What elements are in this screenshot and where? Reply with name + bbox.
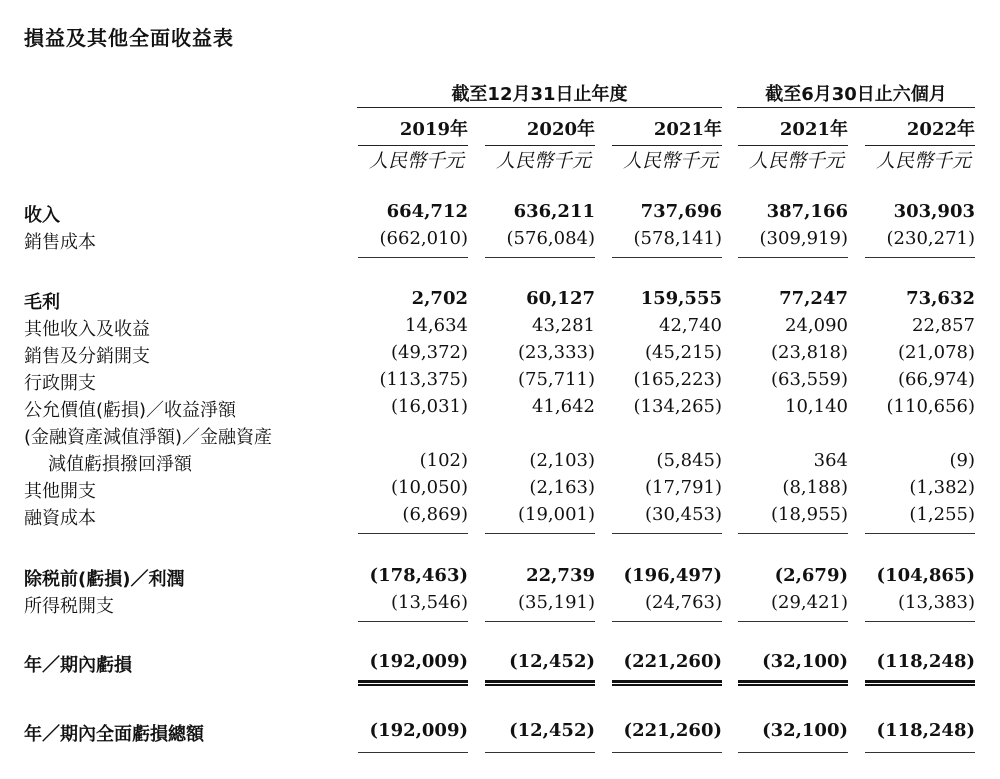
value-cell: 2,702	[411, 288, 468, 309]
value-cell: (196,497)	[623, 565, 722, 586]
value-cell: (12,452)	[509, 720, 595, 741]
row-label: 融資成本	[24, 508, 96, 529]
subtotal-rule	[358, 621, 468, 622]
row-label: 除税前(虧損)／利潤	[24, 569, 185, 590]
value-cell: (1,382)	[909, 477, 975, 498]
table-row	[0, 342, 1000, 368]
value-cell: 24,090	[785, 315, 848, 336]
column-unit-label: 人民幣千元	[748, 150, 844, 172]
value-cell: (118,248)	[876, 651, 975, 672]
value-cell: 14,634	[405, 315, 468, 336]
value-cell: (18,955)	[770, 504, 848, 525]
header-rule	[485, 145, 595, 146]
value-cell: 41,642	[532, 396, 595, 417]
subtotal-rule	[358, 533, 468, 534]
value-cell: (13,383)	[897, 592, 975, 613]
row-label: 公允價值(虧損)／收益淨額	[24, 400, 237, 421]
value-cell: (32,100)	[762, 651, 848, 672]
table-row	[0, 720, 1000, 746]
row-label: 所得税開支	[24, 596, 114, 617]
value-cell: (309,919)	[759, 228, 848, 249]
table-row	[0, 369, 1000, 395]
column-year-header: 2021年	[779, 119, 848, 140]
subtotal-rule	[612, 533, 722, 534]
subtotal-rule	[485, 533, 595, 534]
value-cell: (21,078)	[897, 342, 975, 363]
column-year-header: 2019年	[399, 119, 468, 140]
value-cell: (5,845)	[656, 450, 722, 471]
table-row	[0, 201, 1000, 227]
subtotal-rule	[738, 533, 848, 534]
value-cell: (134,265)	[633, 396, 722, 417]
header-rule	[738, 145, 848, 146]
value-cell: (104,865)	[876, 565, 975, 586]
value-cell: 159,555	[640, 288, 722, 309]
value-cell: (192,009)	[369, 720, 468, 741]
value-cell: (12,452)	[509, 651, 595, 672]
value-cell: (32,100)	[762, 720, 848, 741]
table-row	[0, 477, 1000, 503]
table-row	[0, 651, 1000, 677]
column-group-header: 截至12月31日止年度	[451, 84, 628, 105]
row-label: 減值虧損撥回淨額	[48, 454, 192, 475]
value-cell: (10,050)	[390, 477, 468, 498]
total-double-rule	[485, 680, 595, 686]
column-year-header: 2020年	[526, 119, 595, 140]
column-unit-label: 人民幣千元	[495, 150, 591, 172]
table-row	[0, 315, 1000, 341]
row-label: 收入	[24, 205, 60, 226]
statement-title: 損益及其他全面收益表	[24, 26, 234, 50]
total-double-rule	[358, 680, 468, 686]
final-rule	[485, 752, 595, 753]
value-cell: (2,163)	[529, 477, 595, 498]
value-cell: 664,712	[386, 201, 468, 222]
value-cell: (221,260)	[623, 720, 722, 741]
value-cell: (19,001)	[517, 504, 595, 525]
row-label: 行政開支	[24, 373, 96, 394]
value-cell: (49,372)	[390, 342, 468, 363]
value-cell: (578,141)	[633, 228, 722, 249]
value-cell: (30,453)	[644, 504, 722, 525]
value-cell: (45,215)	[644, 342, 722, 363]
final-rule	[738, 752, 848, 753]
column-unit-label: 人民幣千元	[875, 150, 971, 172]
value-cell: (178,463)	[369, 565, 468, 586]
row-label: 毛利	[24, 292, 60, 313]
subtotal-rule	[485, 257, 595, 258]
column-year-header: 2021年	[653, 119, 722, 140]
final-rule	[612, 752, 722, 753]
value-cell: (2,679)	[774, 565, 848, 586]
value-cell: 364	[813, 450, 848, 471]
value-cell: (113,375)	[379, 369, 468, 390]
subtotal-rule	[485, 621, 595, 622]
value-cell: (23,333)	[517, 342, 595, 363]
value-cell: (230,271)	[886, 228, 975, 249]
value-cell: (63,559)	[770, 369, 848, 390]
subtotal-rule	[865, 257, 975, 258]
value-cell: (23,818)	[770, 342, 848, 363]
value-cell: (576,084)	[506, 228, 595, 249]
value-cell: 22,739	[526, 565, 595, 586]
row-label: 年／期內全面虧損總額	[24, 724, 204, 745]
column-unit-label: 人民幣千元	[622, 150, 718, 172]
value-cell: (66,974)	[897, 369, 975, 390]
value-cell: 42,740	[659, 315, 722, 336]
value-cell: (24,763)	[644, 592, 722, 613]
value-cell: (9)	[949, 450, 975, 471]
value-cell: (75,711)	[517, 369, 595, 390]
final-rule	[358, 752, 468, 753]
value-cell: 22,857	[912, 315, 975, 336]
value-cell: (2,103)	[529, 450, 595, 471]
group-header-rule	[357, 107, 722, 108]
row-label: 年／期內虧損	[24, 655, 132, 676]
value-cell: (662,010)	[379, 228, 468, 249]
row-label: 其他收入及收益	[24, 319, 150, 340]
subtotal-rule	[738, 621, 848, 622]
subtotal-rule	[865, 621, 975, 622]
total-double-rule	[612, 680, 722, 686]
value-cell: 43,281	[532, 315, 595, 336]
table-row	[0, 565, 1000, 591]
value-cell: 77,247	[779, 288, 848, 309]
row-label: 其他開支	[24, 481, 96, 502]
subtotal-rule	[865, 533, 975, 534]
value-cell: 387,166	[766, 201, 848, 222]
subtotal-rule	[738, 257, 848, 258]
subtotal-rule	[612, 621, 722, 622]
table-row	[0, 450, 1000, 476]
row-label: (金融資產減值淨額)／金融資產	[24, 427, 273, 448]
value-cell: (165,223)	[633, 369, 722, 390]
value-cell: (110,656)	[886, 396, 975, 417]
value-cell: (16,031)	[390, 396, 468, 417]
table-row	[0, 592, 1000, 618]
header-rule	[865, 145, 975, 146]
value-cell: (102)	[419, 450, 468, 471]
final-rule	[865, 752, 975, 753]
value-cell: (6,869)	[402, 504, 468, 525]
value-cell: 737,696	[640, 201, 722, 222]
value-cell: 60,127	[526, 288, 595, 309]
value-cell: 636,211	[513, 201, 595, 222]
total-double-rule	[865, 680, 975, 686]
value-cell: (13,546)	[390, 592, 468, 613]
row-label: 銷售及分銷開支	[24, 346, 150, 367]
header-rule	[612, 145, 722, 146]
table-row	[0, 396, 1000, 422]
group-header-rule	[737, 107, 975, 108]
value-cell: (192,009)	[369, 651, 468, 672]
column-unit-label: 人民幣千元	[368, 150, 464, 172]
column-group-header: 截至6月30日止六個月	[765, 84, 947, 105]
table-row	[0, 228, 1000, 254]
row-label: 銷售成本	[24, 232, 96, 253]
value-cell: 73,632	[906, 288, 975, 309]
value-cell: (221,260)	[623, 651, 722, 672]
value-cell: (118,248)	[876, 720, 975, 741]
header-rule	[358, 145, 468, 146]
value-cell: (8,188)	[782, 477, 848, 498]
value-cell: 10,140	[785, 396, 848, 417]
value-cell: (1,255)	[909, 504, 975, 525]
subtotal-rule	[358, 257, 468, 258]
subtotal-rule	[612, 257, 722, 258]
column-year-header: 2022年	[906, 119, 975, 140]
value-cell: (35,191)	[517, 592, 595, 613]
value-cell: (29,421)	[770, 592, 848, 613]
table-row	[0, 504, 1000, 530]
value-cell: 303,903	[893, 201, 975, 222]
value-cell: (17,791)	[644, 477, 722, 498]
table-row	[0, 423, 1000, 449]
table-row	[0, 288, 1000, 314]
total-double-rule	[738, 680, 848, 686]
